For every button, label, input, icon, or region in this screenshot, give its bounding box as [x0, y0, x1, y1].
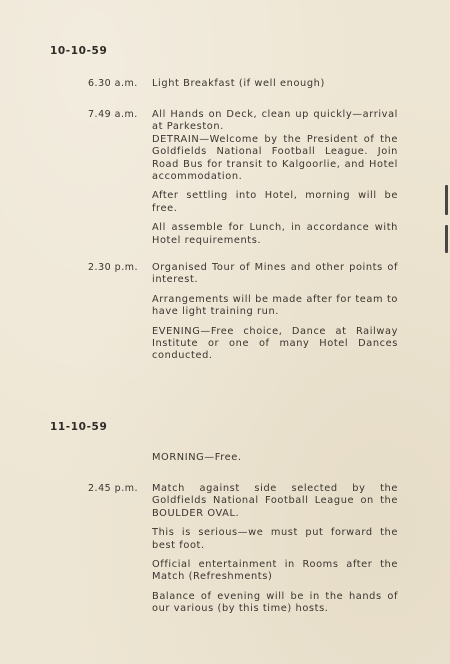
entry-text: Official entertainment in Rooms after the Match (Refreshments) [152, 559, 398, 583]
entry-text: This is serious—we must put forward the best foot. [152, 527, 398, 551]
entry-text: EVENING—Free choice, Dance at Railway Institute or one of many Hotel Dances conducted. [152, 325, 398, 362]
page-edge-mark [445, 225, 448, 253]
entry-text: Light Breakfast (if well enough) [152, 78, 325, 89]
schedule-entry [88, 109, 398, 254]
entry-text: DETRAIN—Welcome by the President of the Goldfields National Football League. Join Road Bus for transit to Kalgoorlie, and Hotel accommodation. [152, 133, 398, 183]
entry-time: 6.30 a.m. [88, 78, 138, 89]
schedule-entry [88, 78, 398, 90]
entry-time: 2.30 p.m. [88, 262, 138, 273]
page-edge-mark [445, 185, 448, 215]
schedule-entry [88, 483, 398, 623]
entry-text: All Hands on Deck, clean up quickly—arrival at Parkeston. [152, 109, 398, 133]
schedule-entry [88, 452, 398, 464]
day-heading: 10-10-59 [50, 45, 108, 57]
entry-time: 2.45 p.m. [88, 483, 138, 494]
day-heading: 11-10-59 [50, 421, 108, 433]
entry-text: MORNING—Free. [152, 452, 242, 463]
entry-text: All assemble for Lunch, in accordance with Hotel requirements. [152, 222, 398, 246]
entry-text: Match against side selected by the Goldfields National Football League on the BOULDER OVAL. [152, 483, 398, 519]
entry-text: After settling into Hotel, morning will be free. [152, 190, 398, 214]
entry-text: Arrangements will be made after for team to have light training run. [152, 293, 398, 318]
schedule-entry [88, 262, 398, 370]
entry-text: Balance of evening will be in the hands of our various (by this time) hosts. [152, 590, 398, 615]
entry-text: Organised Tour of Mines and other points of interest. [152, 262, 398, 286]
entry-time: 7.49 a.m. [88, 109, 138, 120]
